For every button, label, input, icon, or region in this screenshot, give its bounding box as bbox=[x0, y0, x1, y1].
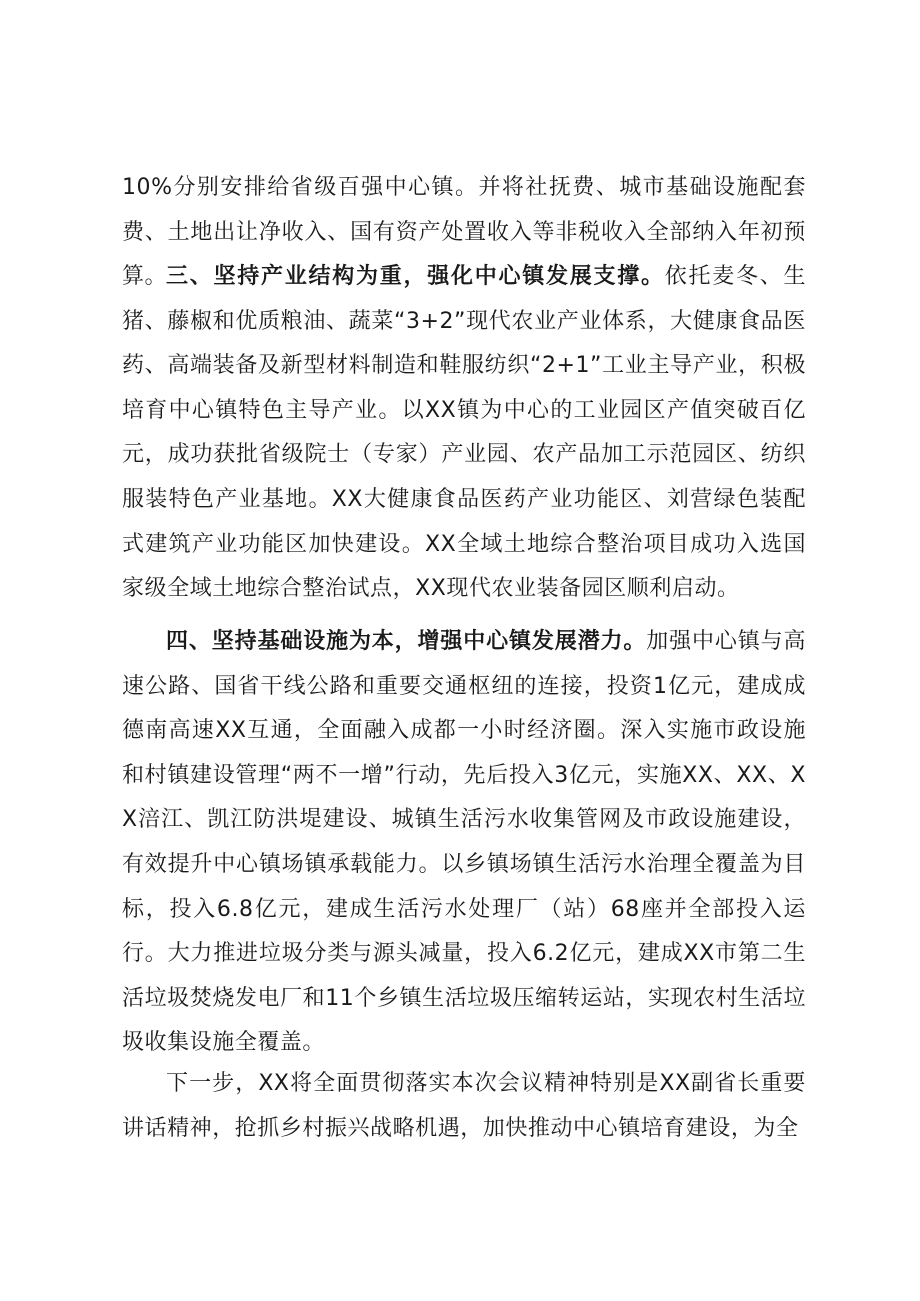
paragraph-industry-structure bbox=[122, 255, 806, 612]
paragraph-infrastructure bbox=[122, 620, 806, 1066]
paragraph-body: 10%分别安排给省级百强中心镇。并将社抚费、城市基础设施配套费、土地出让净收入、国有资产处置收入等非税收入全部纳入年初预算。 bbox=[122, 175, 806, 290]
paragraph-body: 加强中心镇与高速公路、国省干线公路和重要交通枢纽的连接，投资1亿元，建成成德南高速XX互通，全面融入成都一小时经济圈。深入实施市政设施和村镇建设管理“两不一增”行动，先后投入3亿元，实施XX、XX、XX涪江、凯江防洪堤建设、城镇生活污水收集管网及市政设施建设，有效提升中心镇场镇承载能力。以乡镇场镇生活污水治理全覆盖为目标，投入6.8亿元，建成生活污水处理厂（站）68座并全部投入运行。大力推进垃圾分类与源头减量，投入6.2亿元，建成XX市第二生活垃圾焚烧发电厂和11个乡镇生活垃圾压缩转运站，实现农村生活垃圾收集设施全覆盖。 bbox=[122, 629, 806, 1056]
paragraph-body: 依托麦冬、生猪、藤椒和优质粮油、蔬菜“3+2”现代农业产业体系，大健康食品医药、高端装备及新型材料制造和鞋服纺织“2+1”工业主导产业，积极培育中心镇特色主导产业。以XX镇为中心的工业园区产值突破百亿元，成功获批省级院士（专家）产业园、农产品加工示范园区、纺织服装特色产业基地。XX大健康食品医药产业功能区、刘营绿色装配式建筑产业功能区加快建设。XX全域土地综合整治项目成功入选国家级全域土地综合整治试点，XX现代农业装备园区顺利启动。 bbox=[122, 264, 806, 602]
paragraph-next-steps bbox=[122, 1062, 806, 1151]
paragraph-body: 下一步，XX将全面贯彻落实本次会议精神特别是XX副省长重要讲话精神，抢抓乡村振兴战略机遇，加快推动中心镇培育建设，为全 bbox=[122, 1071, 806, 1141]
section-heading: 三、坚持产业结构为重，强化中心镇发展支撑。 bbox=[166, 264, 665, 289]
section-heading: 四、坚持基础设施为本，增强中心镇发展潜力。 bbox=[166, 629, 647, 654]
